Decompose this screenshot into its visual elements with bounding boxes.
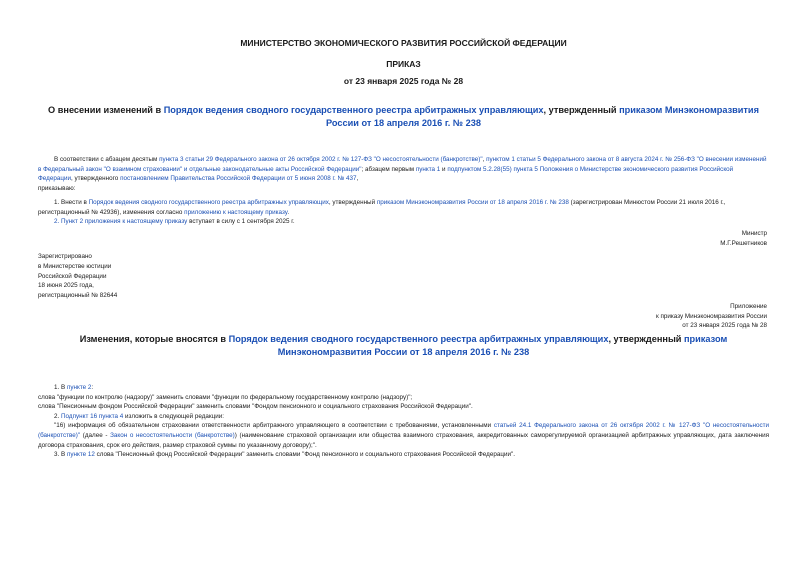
title-text: Изменения, которые вносятся в bbox=[79, 334, 229, 344]
registration-line: в Министерстве юстиции bbox=[38, 262, 112, 270]
text: 3. В bbox=[54, 451, 67, 459]
text: 1. В bbox=[54, 384, 67, 391]
text: ; абзацем первым bbox=[361, 165, 416, 173]
link-point-1[interactable]: пункта 1 bbox=[415, 165, 441, 173]
title-text: О внесении изменений в bbox=[48, 105, 164, 115]
link-appendix[interactable]: приложению к настоящему приказу bbox=[184, 208, 288, 216]
link-point-2[interactable]: пункте 2 bbox=[66, 384, 92, 391]
link-bankruptcy-law-art29[interactable]: пункта 3 статьи 29 Федерального закона от 26 октября 2002 г. № 127-ФЗ "О несостоятельности (банкротстве)" bbox=[159, 156, 483, 163]
text: (зарегистрирован Минюстом России 21 июля 2016 г., регистрационный № 42936), изменения согласно bbox=[38, 199, 726, 216]
text: , bbox=[356, 175, 359, 183]
appendix-line: к приказу Минэкономразвития России bbox=[655, 312, 767, 320]
changes-title-link-order[interactable]: приказом Минэкономразвития России от 18 апреля 2016 г. № 238 bbox=[277, 334, 728, 357]
link-order-238[interactable]: приказом Минэкономразвития России от 18 апреля 2016 г. № 238 bbox=[376, 199, 569, 206]
link-subpoint-16[interactable]: Подпункт 16 пункта 4 bbox=[61, 412, 124, 420]
text: вступает в силу с 1 сентября 2025 г. bbox=[187, 218, 295, 226]
appendix-line: от 23 января 2025 года № 28 bbox=[682, 322, 767, 330]
signature-position: Министр bbox=[741, 230, 767, 237]
order-word: приказываю: bbox=[38, 184, 76, 192]
link-appendix-point-2[interactable]: 2. Пункт 2 приложения к настоящему приказу bbox=[54, 218, 188, 226]
change-line: слова "Пенсионным фондом Российской Федерации" заменить словами "Фондом пенсионного и социального страхования Российской Федерации". bbox=[38, 403, 473, 411]
text: . bbox=[287, 208, 290, 216]
text: , bbox=[482, 156, 487, 163]
text: , утвержденного bbox=[70, 175, 121, 183]
text: изложить в следующей редакции: bbox=[123, 412, 225, 420]
link-point-12[interactable]: пункте 12 bbox=[66, 451, 95, 459]
appendix-header bbox=[656, 302, 767, 331]
registration-line: Зарегистрировано bbox=[38, 253, 92, 260]
registration-line: регистрационный № 82644 bbox=[38, 292, 118, 300]
signature bbox=[720, 229, 767, 248]
text: , утвержденный bbox=[328, 199, 377, 206]
preamble bbox=[38, 155, 769, 193]
signature-name: М.Г.Решетников bbox=[720, 239, 767, 247]
text: "16) информация об обязательном страховании ответственности арбитражного управляющего в соответствии с требованиями, установленными bbox=[54, 422, 494, 430]
text: слова "Пенсионный фонд Российской Федерации" заменить словами "Фонд пенсионного и социального страхования Российской Федерации". bbox=[94, 451, 515, 459]
order-date-number: от 23 января 2025 года № 28 bbox=[343, 76, 464, 86]
link-government-decree-437[interactable]: постановлением Правительства Российской Федерации от 5 июня 2008 г. № 437 bbox=[120, 175, 357, 183]
order-items bbox=[38, 198, 769, 227]
appendix-line: Приложение bbox=[730, 303, 767, 310]
text: В соответствии с абзацем десятым bbox=[54, 156, 160, 163]
changes-list bbox=[38, 383, 769, 460]
changes-title bbox=[40, 333, 767, 359]
document-type: ПРИКАЗ bbox=[386, 59, 421, 69]
text: 2. bbox=[54, 412, 62, 420]
text: 1. Внести в bbox=[54, 199, 89, 206]
changes-title-link-procedure[interactable]: Порядок ведения сводного государственного реестра арбитражных управляющих bbox=[228, 334, 609, 344]
text: и bbox=[440, 165, 448, 173]
document-title bbox=[40, 104, 767, 130]
link-bankruptcy-law[interactable]: Закон о несостоятельности (банкротстве) bbox=[110, 431, 235, 439]
link-ministry-regulation[interactable]: подпунктом 5.2.28(55) пункта 5 Положения о Министерстве экономического развития Российской Федерации bbox=[38, 165, 734, 183]
ministry-name: МИНИСТЕРСТВО ЭКОНОМИЧЕСКОГО РАЗВИТИЯ РОССИЙСКОЙ ФЕДЕРАЦИИ bbox=[240, 38, 567, 48]
title-link-order[interactable]: приказом Минэкономразвития России от 18 апреля 2016 г. № 238 bbox=[326, 105, 759, 128]
title-text: , утвержденный bbox=[543, 105, 620, 115]
registration-block bbox=[38, 252, 117, 301]
change-line: слова "функции по контролю (надзору)" заменить словами "функции по федеральному государственному контролю (надзору)"; bbox=[38, 393, 413, 401]
title-link-procedure[interactable]: Порядок ведения сводного государственного реестра арбитражных управляющих bbox=[163, 105, 544, 115]
registration-line: Российской Федерации bbox=[38, 272, 107, 280]
link-law-256fz[interactable]: пунктом 1 статьи 5 Федерального закона от 8 августа 2024 г. № 256-ФЗ "О внесении изменений в Федеральный закон "О взаимном страховании" и отдельные законодательные акты Российской Федерации" bbox=[38, 156, 767, 173]
text: ) (наименование страховой организации или общества взаимного страхования, аккредитованных саморегулируемой организацией арбитражных управляющих, дата заключения договора страхования, срок его действия, размер страховой суммы по указанному договору);". bbox=[38, 431, 770, 449]
link-procedure[interactable]: Порядок ведения сводного государственного реестра арбитражных управляющих bbox=[88, 199, 329, 206]
text: (далее - bbox=[80, 431, 111, 439]
registration-line: 18 июня 2025 года, bbox=[38, 282, 94, 290]
title-text: , утвержденный bbox=[608, 334, 684, 344]
text: : bbox=[91, 384, 94, 391]
link-article-24-1[interactable]: статьей 24.1 Федерального закона от 26 октября 2002 г. № 127-ФЗ "О несостоятельности (банкротстве)" bbox=[38, 422, 769, 439]
